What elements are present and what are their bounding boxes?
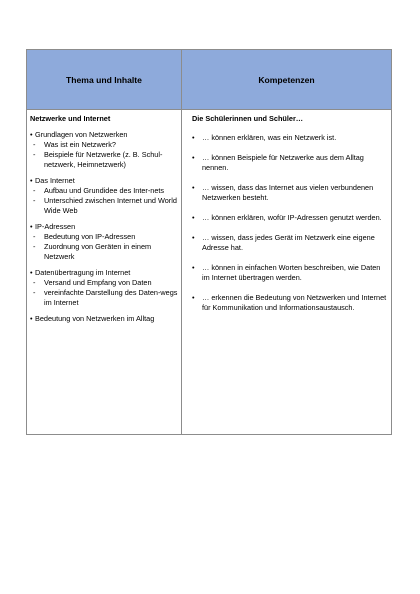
topic-subitem [30, 150, 178, 170]
dash-marker: - [33, 196, 36, 205]
topic-heading [30, 268, 178, 278]
bullet-icon: • [192, 183, 195, 192]
competency-text: … können Beispiele für Netzwerke aus dem Alltag nennen. [202, 153, 364, 172]
table-header-row [27, 50, 391, 110]
topic-subitem [30, 232, 178, 242]
topic-block [30, 176, 178, 216]
topic-label: IP-Adressen [35, 222, 76, 231]
topic-label: Bedeutung von Netzwerken im Alltag [35, 314, 155, 323]
topic-heading [30, 130, 178, 140]
subitem-text: vereinfachte Darstellung des Daten-wegs im Internet [44, 288, 178, 307]
topic-subitem [30, 288, 178, 308]
bullet-icon: • [192, 233, 195, 242]
competencies-column [186, 114, 390, 323]
topic-block [30, 268, 178, 308]
subitem-text: Beispiele für Netzwerke (z. B. Schul-netzwerk, Heimnetzwerk) [44, 150, 163, 169]
competency-text: … wissen, dass das Internet aus vielen verbundenen Netzwerken besteht. [202, 183, 374, 202]
section-title: Netzwerke und Internet [30, 114, 111, 123]
bullet-icon: • [192, 153, 195, 162]
topic-heading [30, 222, 178, 232]
topic-subitem [30, 186, 178, 196]
bullet-icon: • [30, 222, 33, 231]
dash-marker: - [33, 242, 36, 251]
topic-block [30, 314, 178, 324]
topic-label: Datenübertragung im Internet [35, 268, 131, 277]
bullet-icon: • [192, 133, 195, 142]
topic-subitem [30, 140, 178, 150]
topic-block [30, 130, 178, 170]
topic-subitem [30, 278, 178, 288]
bullet-icon: • [192, 293, 195, 302]
subitem-text: Versand und Empfang von Daten [44, 278, 152, 287]
subitem-text: Bedeutung von IP-Adressen [44, 232, 136, 241]
dash-marker: - [33, 186, 36, 195]
competency-item [186, 293, 390, 313]
column-divider [181, 50, 182, 434]
topic-heading [30, 314, 178, 324]
competency-text: … erkennen die Bedeutung von Netzwerken und Internet für Kommunikation und Informationsaustausch. [202, 293, 387, 312]
competency-item [186, 213, 390, 223]
competency-item [186, 133, 390, 143]
competency-item [186, 233, 390, 253]
topics-column [30, 114, 178, 330]
topic-subitem [30, 196, 178, 216]
dash-marker: - [33, 288, 36, 297]
subitem-text: Was ist ein Netzwerk? [44, 140, 116, 149]
competency-item [186, 263, 390, 283]
bullet-icon: • [192, 263, 195, 272]
bullet-icon: • [30, 130, 33, 139]
bullet-icon: • [30, 268, 33, 277]
competency-text: … können in einfachen Worten beschreiben, wie Daten im Internet übertragen werden. [202, 263, 381, 282]
header-topics-content: Thema und Inhalte [66, 75, 142, 85]
topic-heading [30, 176, 178, 186]
competencies-title: Die Schülerinnen und Schüler… [192, 114, 304, 123]
dash-marker: - [33, 232, 36, 241]
subitem-text: Aufbau und Grundidee des Inter-nets [44, 186, 165, 195]
topic-label: Das Internet [35, 176, 75, 185]
bullet-icon: • [192, 213, 195, 222]
competency-text: … wissen, dass jedes Gerät im Netzwerk eine eigene Adresse hat. [202, 233, 375, 252]
dash-marker: - [33, 140, 36, 149]
bullet-icon: • [30, 176, 33, 185]
competency-text: … können erklären, wofür IP-Adressen genutzt werden. [202, 213, 382, 222]
curriculum-table [26, 49, 392, 435]
dash-marker: - [33, 150, 36, 159]
topic-label: Grundlagen von Netzwerken [35, 130, 128, 139]
competencies-list [186, 133, 390, 313]
competency-item [186, 153, 390, 173]
competency-item [186, 183, 390, 203]
topic-block [30, 222, 178, 262]
header-competencies: Kompetenzen [258, 75, 315, 85]
topic-subitem [30, 242, 178, 262]
bullet-icon: • [30, 314, 33, 323]
dash-marker: - [33, 278, 36, 287]
subitem-text: Unterschied zwischen Internet und World Wide Web [44, 196, 177, 215]
topics-list [30, 130, 178, 324]
competency-text: … können erklären, was ein Netzwerk ist. [202, 133, 337, 142]
subitem-text: Zuordnung von Geräten in einem Netzwerk [44, 242, 152, 261]
